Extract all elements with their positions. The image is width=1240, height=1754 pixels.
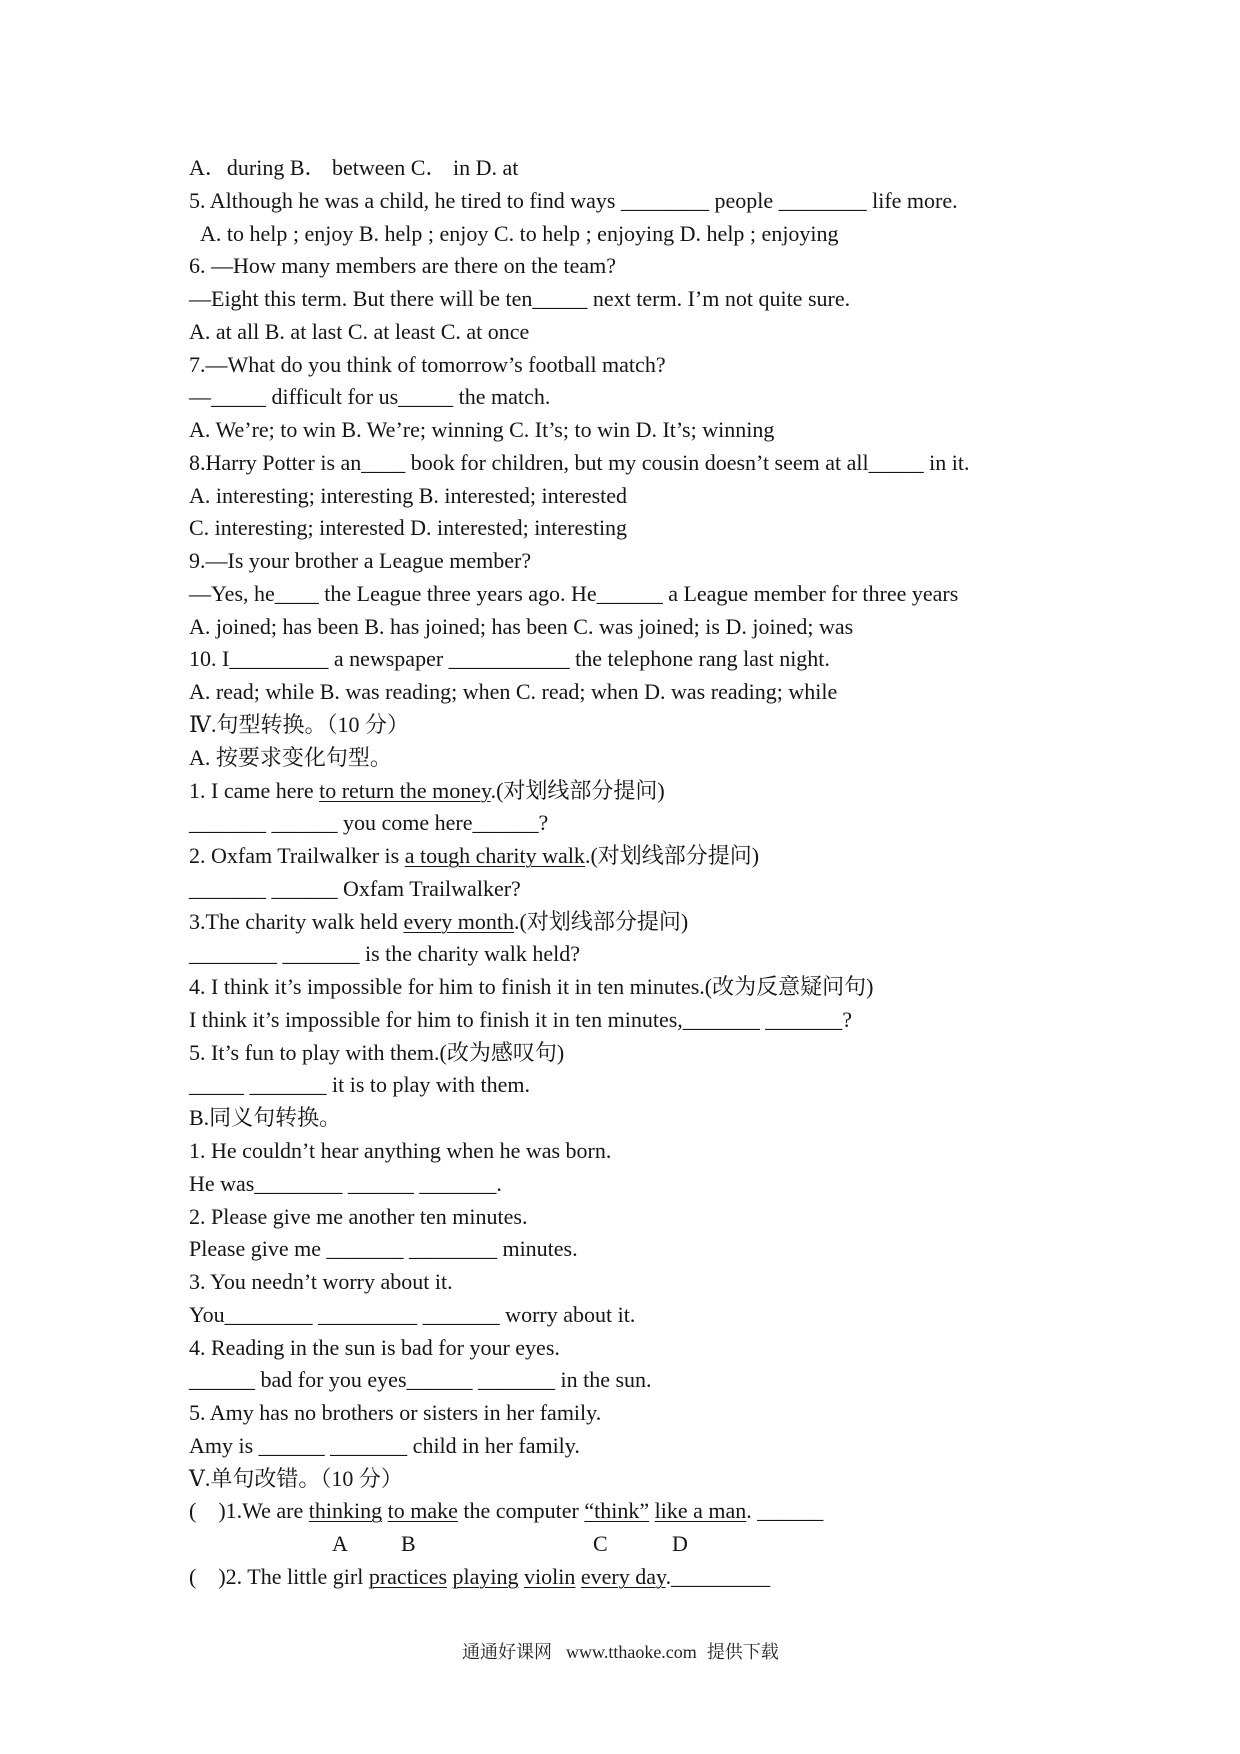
prompt-text: 3.The charity walk held [189, 908, 404, 934]
instruction-text: (改为反意疑问句) [704, 974, 874, 1000]
iv-a-q3-answer-line: ________ _______ is the charity walk held? [189, 941, 581, 967]
underlined-option-d: every day [580, 1563, 666, 1589]
section-iv-b-title: B.同义句转换。 [189, 1105, 342, 1131]
q7-question: 7.—What do you think of tomorrow’s football match? [189, 351, 666, 377]
iv-b-q5-original: 5. Amy has no brothers or sisters in her family. [189, 1400, 602, 1426]
iv-b-q2-rewrite: Please give me _______ ________ minutes. [189, 1236, 578, 1262]
underlined-option-b: playing [452, 1563, 519, 1589]
q9-options: A. joined; has been B. has joined; has been C. was joined; is D. joined; was [189, 613, 854, 639]
underlined-option-d: like a man [654, 1498, 747, 1524]
page-footer [462, 1640, 779, 1664]
q7-options: A. We’re; to win B. We’re; winning C. It’s; to win D. It’s; winning [189, 417, 775, 443]
underlined-option-b: to make [387, 1498, 458, 1524]
q8-stem: 8.Harry Potter is an____ book for children, but my cousin doesn’t seem at all_____ in it. [189, 449, 970, 475]
section-iv-a-title: A. 按要求变化句型。 [189, 744, 392, 770]
q5-options: A. to help ; enjoy B. help ; enjoy C. to help ; enjoying D. help ; enjoying [200, 220, 839, 246]
sentence-text: ( )1.We are [189, 1498, 309, 1524]
iv-b-q3-original: 3. You needn’t worry about it. [189, 1269, 453, 1295]
q8-options-ab: A. interesting; interesting B. interested; interested [189, 482, 628, 508]
underlined-phrase: to return the money [319, 777, 491, 803]
prompt-text: 5. It’s fun to play with them. [189, 1039, 440, 1065]
instruction-text: .(对划线部分提问) [584, 843, 760, 869]
q9-question: 9.—Is your brother a League member? [189, 548, 532, 574]
q9-reply: —Yes, he____ the League three years ago. He______ a League member for three years [189, 580, 959, 606]
sentence-text: the computer [457, 1498, 585, 1524]
instruction-text: .(对划线部分提问) [514, 908, 689, 934]
option-label-c: C [593, 1531, 608, 1557]
q10-options: A. read; while B. was reading; when C. read; when D. was reading; while [189, 679, 838, 705]
v-q2-sentence [189, 1561, 1189, 1594]
iv-b-q1-original: 1. He couldn’t hear anything when he was born. [189, 1137, 612, 1163]
underlined-option-c: “think” [584, 1498, 650, 1524]
instruction-text: .(对划线部分提问) [490, 777, 665, 803]
q7-reply: —_____ difficult for us_____ the match. [189, 384, 551, 410]
iv-a-q2-prompt [189, 840, 1189, 873]
q6-question: 6. —How many members are there on the team? [189, 253, 617, 279]
option-label-d: D [672, 1531, 688, 1557]
section-v-title: Ⅴ.单句改错。（10 分） [189, 1465, 403, 1491]
correction-blank: ._________ [665, 1563, 771, 1589]
instruction-text: (改为感叹句) [439, 1039, 565, 1065]
correction-blank: . ______ [746, 1498, 824, 1524]
option-label-a: A [332, 1531, 348, 1557]
q6-reply: —Eight this term. But there will be ten_____ next term. I’m not quite sure. [189, 286, 851, 312]
q4-options: A．during B． between C． in D. at [189, 155, 519, 180]
iv-b-q2-original: 2. Please give me another ten minutes. [189, 1203, 528, 1229]
prompt-text: 4. I think it’s impossible for him to finish it in ten minutes. [189, 974, 705, 1000]
footer-site-name: 通通好课网 [462, 1642, 552, 1662]
iv-a-q4-answer-line: I think it’s impossible for him to finish it in ten minutes,_______ _______? [189, 1006, 853, 1032]
iv-b-q3-rewrite: You________ _________ _______ worry about it. [189, 1301, 636, 1327]
prompt-text: 1. I came here [189, 777, 320, 803]
q5-stem: 5. Although he was a child, he tired to find ways ________ people ________ life more. [189, 187, 958, 213]
q6-options: A. at all B. at last C. at least C. at once [189, 318, 530, 344]
underlined-phrase: a tough charity walk [404, 843, 585, 869]
v-q1-sentence [189, 1495, 1189, 1528]
iv-b-q1-rewrite: He was________ ______ _______. [189, 1170, 502, 1196]
iv-a-q5-prompt [189, 1037, 1189, 1070]
underlined-option-c: violin [524, 1563, 576, 1589]
underlined-option-a: thinking [308, 1498, 383, 1524]
option-label-b: B [401, 1531, 416, 1557]
underlined-phrase: every month [403, 908, 515, 934]
iv-b-q5-rewrite: Amy is ______ _______ child in her family. [189, 1432, 580, 1458]
exam-body [189, 152, 1189, 1594]
underlined-option-a: practices [368, 1563, 448, 1589]
iv-a-q5-answer-line: _____ _______ it is to play with them. [189, 1072, 530, 1098]
sentence-text: ( )2. The little girl [189, 1563, 369, 1589]
footer-url: www.tthaoke.com [566, 1642, 697, 1662]
iv-a-q2-answer-line: _______ ______ Oxfam Trailwalker? [189, 875, 521, 901]
q8-options-cd: C. interesting; interested D. interested; interesting [189, 515, 628, 541]
prompt-text: 2. Oxfam Trailwalker is [189, 843, 405, 869]
iv-a-q1-answer-line: _______ ______ you come here______? [189, 810, 549, 836]
iv-a-q1-prompt [189, 775, 1189, 808]
iv-b-q4-rewrite: ______ bad for you eyes______ _______ in the sun. [189, 1367, 652, 1393]
footer-note: 提供下载 [706, 1642, 779, 1662]
section-iv-title: Ⅳ.句型转换。（10 分） [189, 712, 409, 738]
iv-a-q4-prompt [189, 971, 1189, 1004]
iv-a-q3-prompt [189, 906, 1189, 939]
q10-stem: 10. I_________ a newspaper ___________ the telephone rang last night. [189, 646, 830, 672]
iv-b-q4-original: 4. Reading in the sun is bad for your eyes. [189, 1334, 560, 1360]
v-q1-option-labels [189, 1528, 1189, 1561]
